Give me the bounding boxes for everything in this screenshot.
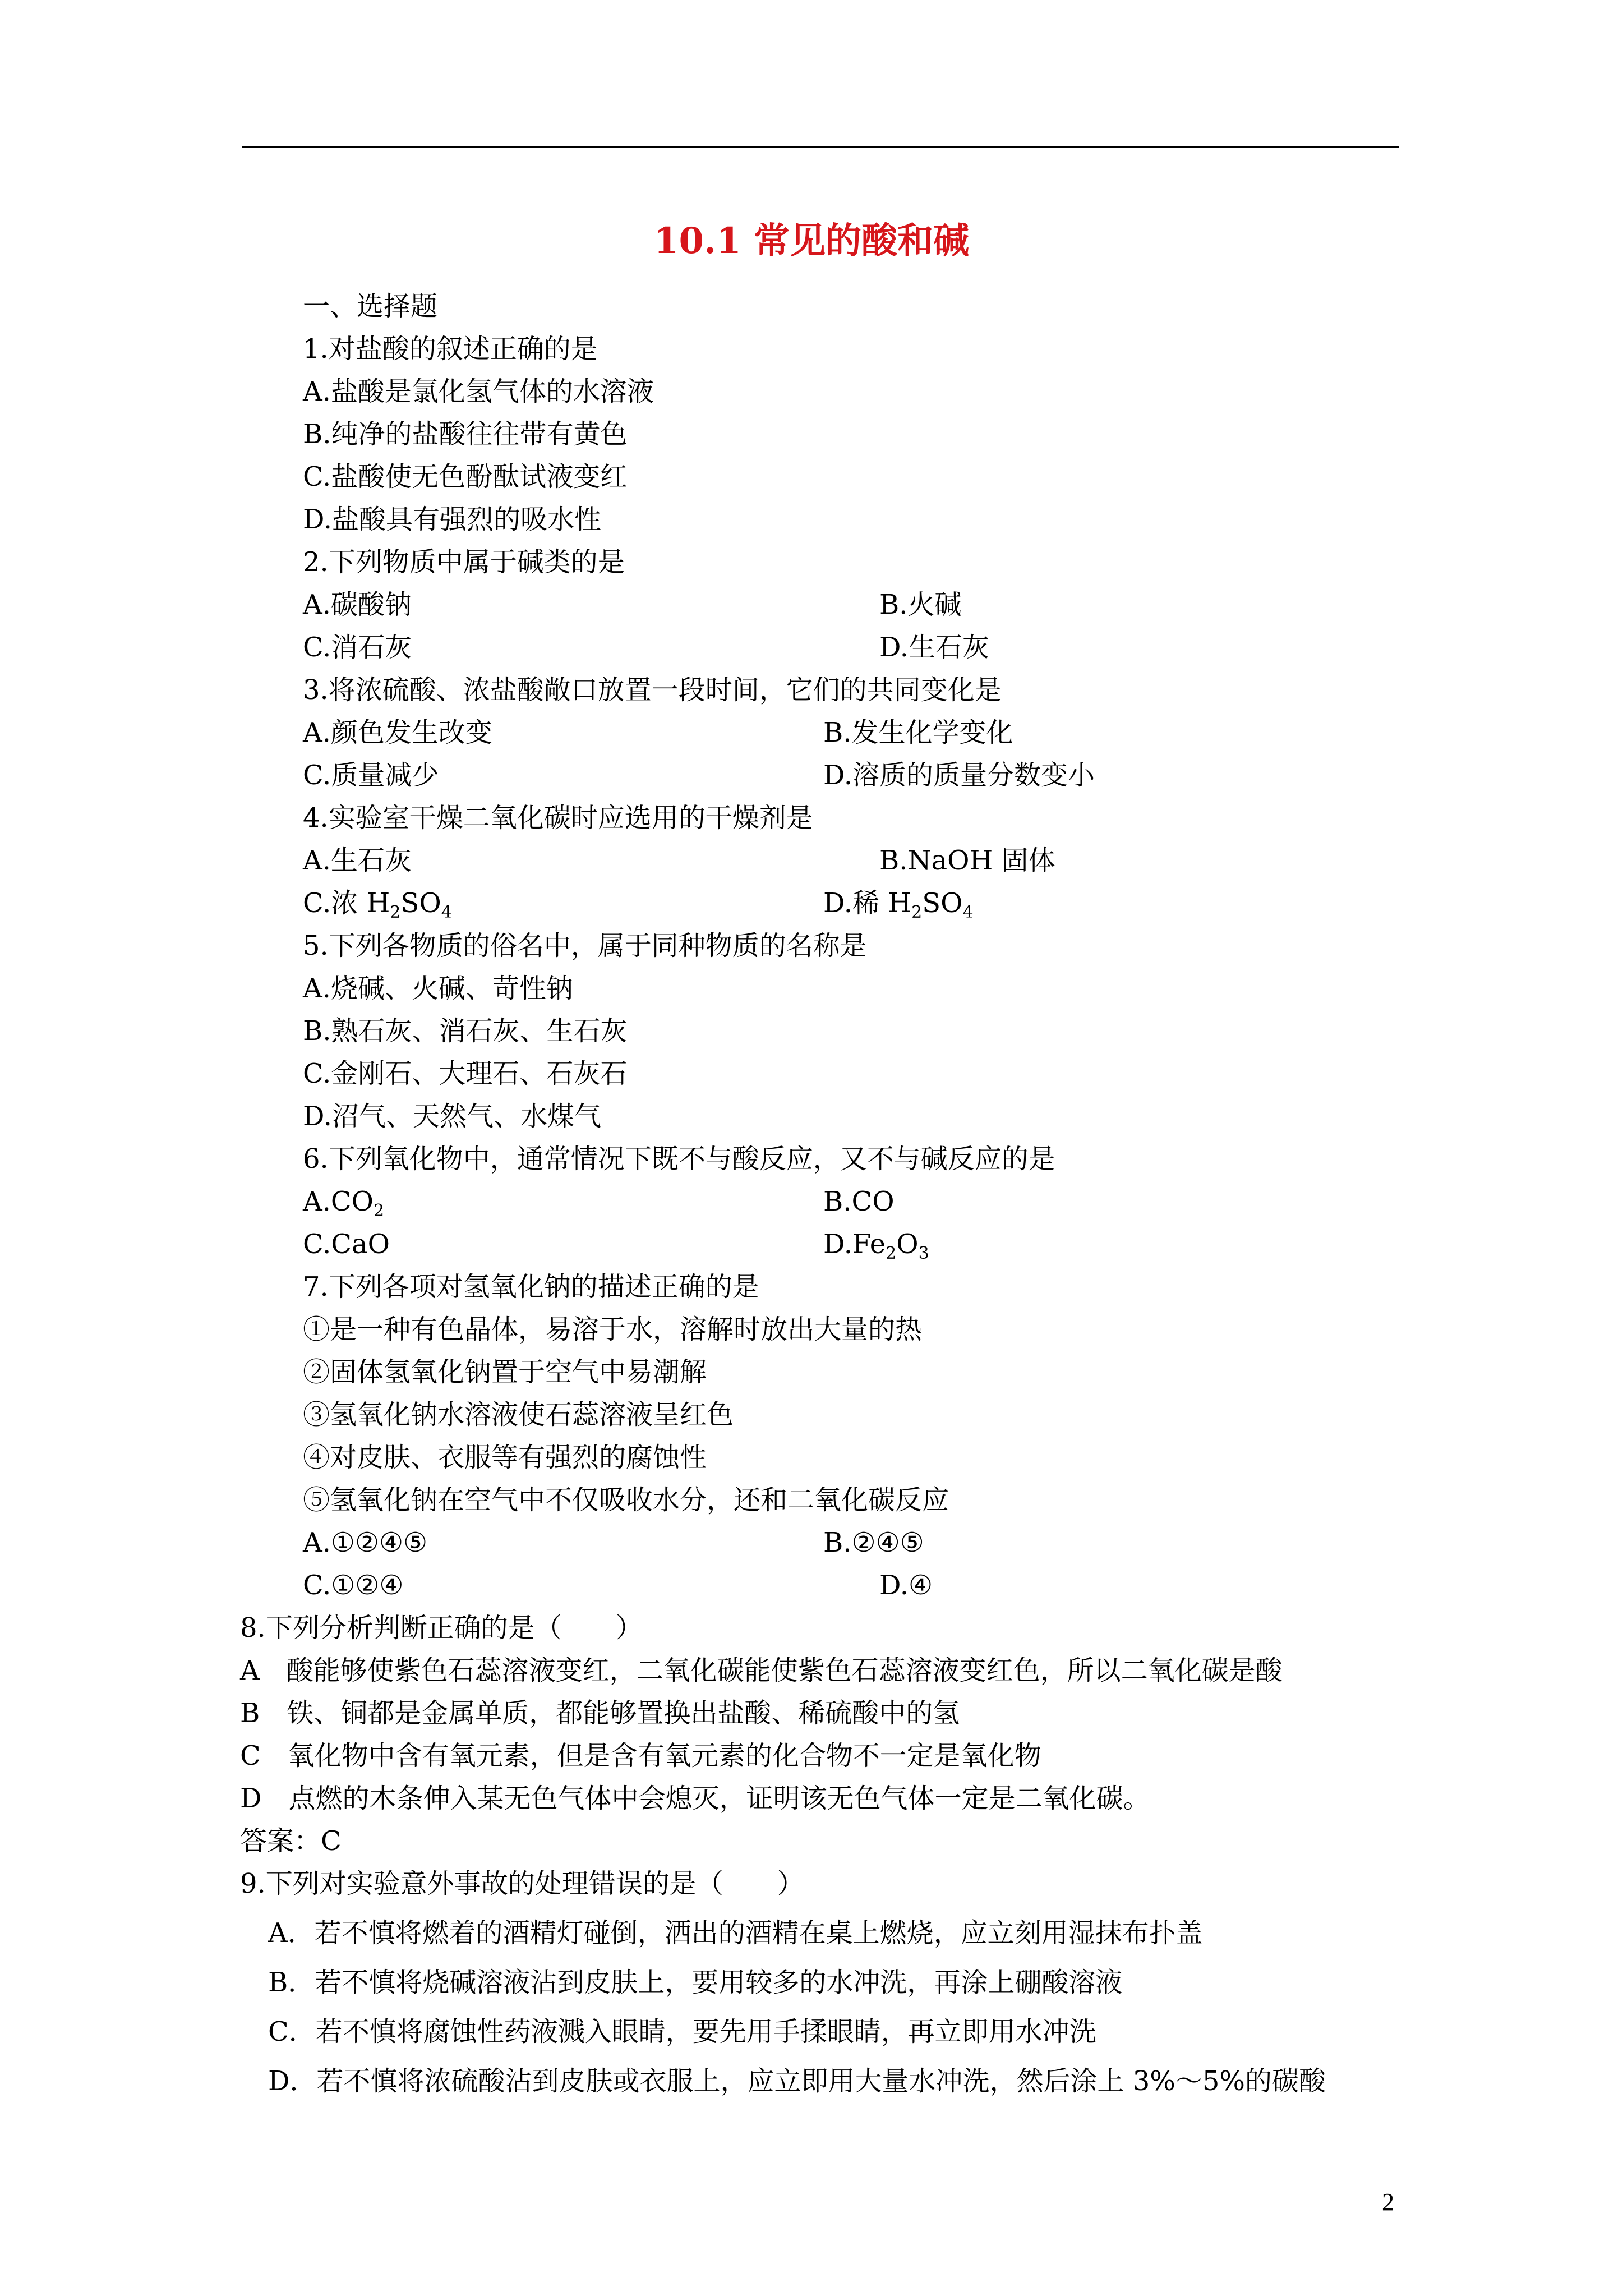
page-title: 10.1 常见的酸和碱 xyxy=(653,220,970,262)
q7-statement-1: ①是一种有色晶体，易溶于水，溶解时放出大量的热 xyxy=(303,1314,923,1345)
q3-stem: 3.将浓硫酸、浓盐酸敞口放置一段时间，它们的共同变化是 xyxy=(303,674,1002,706)
q7-statement-2: ②固体氢氧化钠置于空气中易潮解 xyxy=(303,1356,707,1388)
q9-option-a: A．若不慎将燃着的酒精灯碰倒，洒出的酒精在桌上燃烧，应立刻用湿抹布扑盖 xyxy=(268,1917,1203,1949)
q4-d-so: SO xyxy=(922,887,963,919)
q2-option-a: A.碳酸钠 xyxy=(303,589,412,620)
q3-option-c: C.质量减少 xyxy=(303,760,439,791)
q2-option-c: C.消石灰 xyxy=(303,632,412,663)
q8-answer: 答案：C xyxy=(240,1825,342,1857)
q1-stem: 1.对盐酸的叙述正确的是 xyxy=(303,333,598,365)
q1-option-c: C.盐酸使无色酚酞试液变红 xyxy=(303,461,628,493)
q6-a-sub: 2 xyxy=(374,1201,385,1221)
q7-option-c: C.①②④ xyxy=(303,1570,404,1601)
q6-stem: 6.下列氧化物中，通常情况下既不与酸反应，又不与碱反应的是 xyxy=(303,1143,1055,1175)
q5-option-b: B.熟石灰、消石灰、生石灰 xyxy=(303,1015,628,1047)
q4-option-a: A.生石灰 xyxy=(303,845,412,876)
q3-option-d: D.溶质的质量分数变小 xyxy=(823,760,1095,791)
q8-option-d: D 点燃的木条伸入某无色气体中会熄灭，证明该无色气体一定是二氧化碳。 xyxy=(240,1783,1150,1814)
header-rule xyxy=(242,146,1399,148)
q7-option-a: A.①②④⑤ xyxy=(303,1527,428,1558)
q4-d-sub4: 4 xyxy=(962,903,974,922)
q6-d-sub2: 2 xyxy=(886,1244,897,1263)
q4-c-text: C.浓 H xyxy=(303,887,390,919)
q6-d-sub3: 3 xyxy=(918,1244,929,1263)
q6-option-a xyxy=(303,1181,384,1222)
q9-stem: 9.下列对实验意外事故的处理错误的是（ ） xyxy=(240,1868,804,1899)
q4-d-sub2: 2 xyxy=(911,903,923,922)
q2-stem: 2.下列物质中属于碱类的是 xyxy=(303,546,625,578)
q6-option-b: B.CO xyxy=(823,1186,895,1217)
q4-stem: 4.实验室干燥二氧化碳时应选用的干燥剂是 xyxy=(303,802,813,834)
q8-option-c: C 氧化物中含有氧元素，但是含有氧元素的化合物不一定是氧化物 xyxy=(240,1740,1041,1772)
q6-d-fe: D.Fe xyxy=(823,1228,886,1260)
q8-option-a: A 酸能够使紫色石蕊溶液变红，二氧化碳能使紫色石蕊溶液变红色，所以二氧化碳是酸 xyxy=(240,1655,1283,1686)
q5-option-a: A.烧碱、火碱、苛性钠 xyxy=(303,973,573,1004)
q7-option-b: B.②④⑤ xyxy=(823,1527,924,1558)
q6-option-c: C.CaO xyxy=(303,1228,390,1260)
q1-option-a: A.盐酸是氯化氢气体的水溶液 xyxy=(303,376,654,407)
q5-option-c: C.金刚石、大理石、石灰石 xyxy=(303,1058,628,1089)
page-number: 2 xyxy=(1382,2188,1394,2216)
q6-a-text: A.CO xyxy=(303,1186,374,1217)
q9-option-d: D．若不慎将浓硫酸沾到皮肤或衣服上，应立即用大量水冲洗，然后涂上 3%～5%的碳酸 xyxy=(268,2065,1326,2097)
q7-statement-3: ③氢氧化钠水溶液使石蕊溶液呈红色 xyxy=(303,1399,734,1430)
q4-d-text: D.稀 H xyxy=(823,887,912,919)
q6-option-d xyxy=(823,1224,929,1264)
q4-c-sub2: 2 xyxy=(390,903,401,922)
q2-option-b: B.火碱 xyxy=(879,589,962,620)
q4-option-c xyxy=(303,883,452,923)
q5-option-d: D.沼气、天然气、水煤气 xyxy=(303,1101,602,1132)
q8-option-b: B 铁、铜都是金属单质，都能够置换出盐酸、稀硫酸中的氢 xyxy=(240,1697,960,1729)
q4-option-d xyxy=(823,883,974,923)
q3-option-a: A.颜色发生改变 xyxy=(303,717,492,748)
q1-option-d: D.盐酸具有强烈的吸水性 xyxy=(303,504,602,535)
q9-option-c: C．若不慎将腐蚀性药液溅入眼睛，要先用手揉眼睛，再立即用水冲洗 xyxy=(268,2016,1096,2047)
q4-c-so: SO xyxy=(400,887,441,919)
q6-d-o: O xyxy=(896,1228,919,1260)
q7-statement-4: ④对皮肤、衣服等有强烈的腐蚀性 xyxy=(303,1442,707,1473)
q7-stem: 7.下列各项对氢氧化钠的描述正确的是 xyxy=(303,1271,759,1303)
q3-option-b: B.发生化学变化 xyxy=(823,717,1013,748)
q2-option-d: D.生石灰 xyxy=(879,632,990,663)
q4-option-b: B.NaOH 固体 xyxy=(879,845,1055,876)
q9-option-b: B．若不慎将烧碱溶液沾到皮肤上，要用较多的水冲洗，再涂上硼酸溶液 xyxy=(268,1967,1123,1998)
q7-option-d: D.④ xyxy=(879,1570,933,1601)
q4-c-sub4: 4 xyxy=(441,903,452,922)
q8-stem: 8.下列分析判断正确的是（ ） xyxy=(240,1612,643,1644)
q1-option-b: B.纯净的盐酸往往带有黄色 xyxy=(303,418,628,450)
section-heading: 一、选择题 xyxy=(303,291,438,322)
q5-stem: 5.下列各物质的俗名中，属于同种物质的名称是 xyxy=(303,930,867,961)
q7-statement-5: ⑤氢氧化钠在空气中不仅吸收水分，还和二氧化碳反应 xyxy=(303,1484,949,1516)
